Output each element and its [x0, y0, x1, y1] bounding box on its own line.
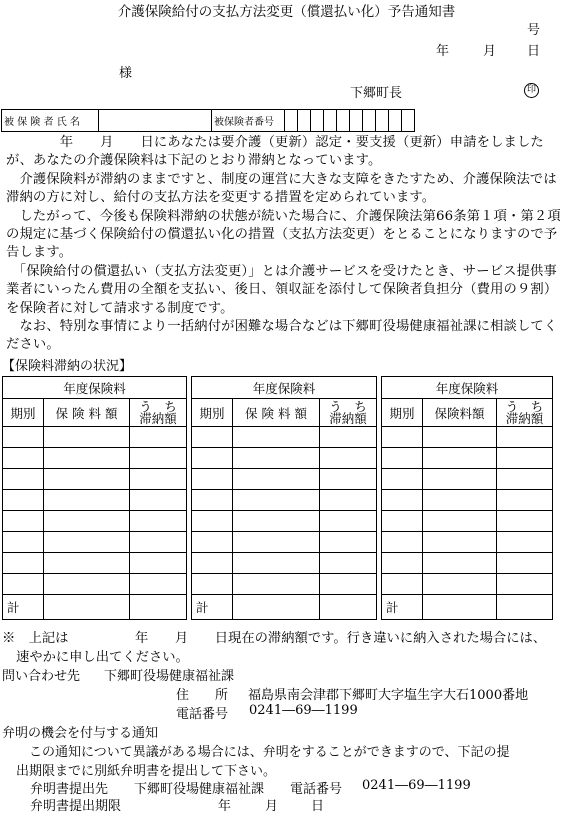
- period-cell[interactable]: [192, 553, 233, 574]
- body-paragraph: 年 月 日にあなたは要介護（更新）認定・要支援（更新）申請をしましたが、あなたの介護保険料は下記のとおり滞納となっています。: [6, 135, 544, 169]
- premium-cell[interactable]: [233, 448, 320, 469]
- year-header: 年度保険料: [192, 377, 377, 399]
- insured-number-box[interactable]: [285, 110, 298, 132]
- identity-table: [1, 109, 415, 132]
- year-header: 年度保険料: [3, 377, 187, 399]
- period-cell[interactable]: [192, 448, 233, 469]
- period-cell[interactable]: [382, 553, 423, 574]
- arrears-cell[interactable]: [130, 532, 187, 553]
- period-cell[interactable]: [192, 574, 233, 595]
- insured-number-box[interactable]: [298, 110, 311, 132]
- period-cell[interactable]: [3, 511, 44, 532]
- total-cell[interactable]: [44, 595, 130, 620]
- period-cell[interactable]: [192, 469, 233, 490]
- total-cell[interactable]: [320, 595, 377, 620]
- period-cell[interactable]: [3, 490, 44, 511]
- insured-number-label: 被保険者番号: [212, 110, 285, 132]
- arrears-cell[interactable]: [320, 448, 377, 469]
- premium-cell[interactable]: [44, 511, 130, 532]
- arrears-cell[interactable]: [497, 490, 553, 511]
- arrears-cell[interactable]: [320, 553, 377, 574]
- arrears-cell[interactable]: [320, 490, 377, 511]
- insured-number-box[interactable]: [350, 110, 363, 132]
- period-cell[interactable]: [192, 532, 233, 553]
- appeal-deadline-label: 弁明書提出期限: [30, 799, 122, 814]
- insured-number-box[interactable]: [402, 110, 415, 132]
- period-cell[interactable]: [382, 427, 423, 448]
- arrears-rows: [3, 427, 553, 595]
- date-month: 月: [483, 44, 497, 59]
- issuer: 下郷町長: [350, 86, 403, 101]
- period-cell[interactable]: [3, 553, 44, 574]
- premium-header: 保 険 料 額: [44, 399, 130, 427]
- arrears-row: [3, 469, 553, 490]
- premium-header: 保険料額: [423, 399, 497, 427]
- arrears-row: [3, 448, 553, 469]
- premium-cell[interactable]: [423, 532, 497, 553]
- period-cell[interactable]: [382, 511, 423, 532]
- appeal-deadline-month: 月: [265, 799, 279, 814]
- insured-number-box[interactable]: [311, 110, 324, 132]
- period-cell[interactable]: [382, 469, 423, 490]
- contact-label: 問い合わせ先: [2, 669, 81, 684]
- insured-number-box[interactable]: [324, 110, 337, 132]
- period-cell[interactable]: [192, 511, 233, 532]
- appeal-submit-label: 弁明書提出先: [30, 782, 109, 797]
- arrears-row: [3, 427, 553, 448]
- arrears-header: う ち 滞納額: [497, 399, 553, 427]
- insured-number-box[interactable]: [337, 110, 350, 132]
- premium-cell[interactable]: [423, 553, 497, 574]
- contact-phone-label: 電話番号: [176, 707, 229, 722]
- premium-cell[interactable]: [233, 511, 320, 532]
- premium-cell[interactable]: [233, 553, 320, 574]
- premium-cell[interactable]: [233, 469, 320, 490]
- arrears-row: [3, 490, 553, 511]
- period-cell[interactable]: [3, 574, 44, 595]
- total-cell[interactable]: [233, 595, 320, 620]
- period-cell[interactable]: [382, 448, 423, 469]
- premium-cell[interactable]: [423, 469, 497, 490]
- appeal-phone-label: 電話番号: [290, 782, 343, 797]
- period-cell[interactable]: [3, 532, 44, 553]
- premium-cell[interactable]: [233, 427, 320, 448]
- premium-cell[interactable]: [423, 511, 497, 532]
- period-cell[interactable]: [382, 574, 423, 595]
- status-heading: 【保険料滞納の状況】: [2, 359, 133, 374]
- premium-cell[interactable]: [233, 490, 320, 511]
- date-day: 日: [527, 44, 541, 59]
- premium-cell[interactable]: [44, 448, 130, 469]
- appeal-text: この通知について異議がある場合には、弁明をすることができますので、下記の提: [16, 745, 510, 760]
- arrears-cell[interactable]: [130, 553, 187, 574]
- arrears-cell[interactable]: [497, 469, 553, 490]
- total-label: 計: [192, 595, 233, 620]
- arrears-cell[interactable]: [497, 448, 553, 469]
- premium-cell[interactable]: [233, 532, 320, 553]
- insured-number-box[interactable]: [389, 110, 402, 132]
- arrears-cell[interactable]: [130, 511, 187, 532]
- contact-phone: 0241―69―1199: [249, 703, 358, 718]
- arrears-cell[interactable]: [130, 490, 187, 511]
- arrears-row: [3, 553, 553, 574]
- arrears-cell[interactable]: [320, 511, 377, 532]
- appeal-text: 出期限までに別紙弁明書を提出して下さい。: [16, 764, 277, 779]
- period-cell[interactable]: [382, 490, 423, 511]
- contact-office: 下郷町役場健康福祉課: [104, 669, 235, 684]
- arrears-cell[interactable]: [130, 574, 187, 595]
- arrears-cell[interactable]: [320, 427, 377, 448]
- footnote-line: 速やかに申し出てください。: [16, 650, 189, 665]
- arrears-cell[interactable]: [497, 532, 553, 553]
- contact-address: 福島県南会津郡下郷町大字塩生字大石1000番地: [248, 688, 529, 703]
- arrears-row: [3, 511, 553, 532]
- appeal-heading: 弁明の機会を付与する通知: [2, 726, 159, 741]
- contact-address-label: 住 所: [176, 688, 229, 703]
- premium-cell[interactable]: [44, 490, 130, 511]
- premium-cell[interactable]: [44, 574, 130, 595]
- total-cell[interactable]: [130, 595, 187, 620]
- period-cell[interactable]: [3, 427, 44, 448]
- premium-cell[interactable]: [423, 448, 497, 469]
- insured-name-label: 被 保 険 者 氏 名: [2, 110, 99, 132]
- insured-number-box[interactable]: [363, 110, 376, 132]
- arrears-row: [3, 574, 553, 595]
- insured-number-box[interactable]: [376, 110, 389, 132]
- arrears-cell[interactable]: [497, 574, 553, 595]
- arrears-cell[interactable]: [497, 427, 553, 448]
- arrears-cell[interactable]: [320, 532, 377, 553]
- premium-cell[interactable]: [44, 553, 130, 574]
- year-header: 年度保険料: [382, 377, 553, 399]
- addressee-suffix: 様: [119, 66, 133, 81]
- premium-cell[interactable]: [233, 574, 320, 595]
- appeal-phone: 0241―69―1199: [362, 778, 471, 793]
- arrears-cell[interactable]: [320, 574, 377, 595]
- premium-cell[interactable]: [44, 427, 130, 448]
- arrears-cell[interactable]: [497, 511, 553, 532]
- arrears-header: う ち 滞納額: [130, 399, 187, 427]
- total-label: 計: [3, 595, 44, 620]
- premium-cell[interactable]: [44, 469, 130, 490]
- body-paragraph: 介護保険料が滞納のままですと、制度の運営に大きな支障をきたすため、介護保険法では滞納の方に対し、給付の支払方法を変更する措置を定められています。: [6, 171, 557, 206]
- total-label: 計: [382, 595, 423, 620]
- period-cell[interactable]: [192, 427, 233, 448]
- total-cell[interactable]: [497, 595, 553, 620]
- appeal-deadline-year: 年: [218, 799, 232, 814]
- arrears-cell[interactable]: [497, 553, 553, 574]
- body-paragraph: なお、特別な事情により一括納付が困難な場合などは下郷町役場健康福祉課に相談してください。: [6, 319, 558, 353]
- arrears-table: [2, 376, 553, 620]
- appeal-submit-office: 下郷町役場健康福祉課: [134, 782, 265, 797]
- body-paragraph: したがって、今後も保険料滞納の状態が続いた場合に、介護保険法第66条第１項・第２項の規定に基づく保険給付の償還払い化の措置（支払方法変更）をとることになりますので予告します。: [6, 208, 561, 261]
- document-title: 介護保険給付の支払方法変更（償還払い化）予告通知書: [117, 4, 456, 20]
- period-header: 期別: [3, 399, 44, 427]
- period-cell[interactable]: [192, 490, 233, 511]
- arrears-cell[interactable]: [130, 469, 187, 490]
- total-cell[interactable]: [423, 595, 497, 620]
- arrears-cell[interactable]: [320, 469, 377, 490]
- period-cell[interactable]: [382, 532, 423, 553]
- premium-cell[interactable]: [423, 490, 497, 511]
- premium-header: 保 険 料 額: [233, 399, 320, 427]
- footnote-line: ※ 上記は 年 月 日現在の滞納額です。行き違いに納入された場合には、: [2, 631, 547, 646]
- date-year: 年: [436, 44, 450, 59]
- arrears-row: [3, 532, 553, 553]
- body-text: [6, 134, 568, 355]
- period-cell[interactable]: [3, 448, 44, 469]
- appeal-deadline-day: 日: [311, 799, 325, 814]
- period-header: 期別: [192, 399, 233, 427]
- arrears-cell[interactable]: [130, 448, 187, 469]
- notice-number-label: 号: [527, 23, 541, 38]
- arrears-header: う ち 滞納額: [320, 399, 377, 427]
- insured-name-field[interactable]: [99, 110, 212, 132]
- arrears-cell[interactable]: [130, 427, 187, 448]
- period-cell[interactable]: [3, 469, 44, 490]
- body-paragraph: 「保険給付の償還払い（支払方法変更）」とは介護サービスを受けたとき、サービス提供事業者にいったん費用の全額を支払い、後日、領収証を添付して保険者負担分（費用の９割）を保険者に対して請求する制度です。: [6, 263, 558, 316]
- premium-cell[interactable]: [423, 574, 497, 595]
- premium-cell[interactable]: [44, 532, 130, 553]
- seal-mark: 印: [524, 83, 539, 98]
- period-header: 期別: [382, 399, 423, 427]
- premium-cell[interactable]: [423, 427, 497, 448]
